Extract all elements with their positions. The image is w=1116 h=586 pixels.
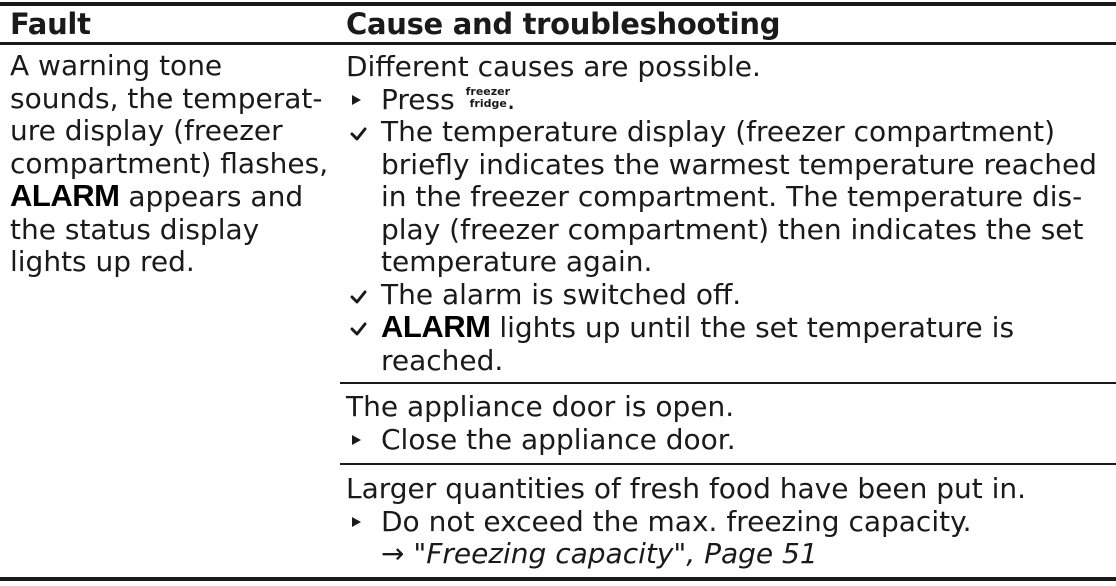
cause-intro: Different causes are possible. — [346, 50, 761, 83]
result-item: The alarm is switched off. — [346, 279, 1106, 312]
checkmark-icon — [348, 116, 376, 148]
cause-cell-1 — [346, 51, 1106, 377]
page-reference-link[interactable]: → "Freezing capacity", Page 51 — [381, 537, 818, 570]
result-item: ALARM lights up until the set temperature is reached. — [346, 311, 1106, 377]
fault-description — [10, 50, 330, 279]
table-top-rule — [0, 2, 1116, 6]
header-rule — [0, 42, 1116, 45]
triangle-bullet-icon — [348, 506, 376, 538]
fault-line: lights up red. — [10, 245, 195, 278]
alarm-label: ALARM — [10, 178, 120, 213]
row-divider — [340, 382, 1116, 384]
header-fault: Fault — [10, 7, 91, 41]
header-cause: Cause and troubleshooting — [346, 7, 781, 41]
fault-line: compartment) flashes, — [10, 146, 329, 180]
step-label: Press — [381, 82, 455, 116]
alarm-label: ALARM — [381, 309, 491, 344]
checkmark-icon — [348, 311, 376, 343]
cause-intro: The appliance door is open. — [346, 390, 735, 423]
fault-line: A warning tone — [10, 49, 223, 82]
fault-line: the status display — [10, 212, 260, 246]
cause-cell-3 — [346, 473, 1106, 571]
triangle-bullet-icon — [348, 424, 376, 456]
checkmark-icon — [348, 279, 376, 311]
fault-line-alarm: ALARM appears and — [10, 178, 304, 213]
row-divider — [340, 463, 1116, 465]
step-item: Do not exceed the max. freezing capacity. → "Freezing capacity", Page 51 — [346, 506, 1106, 571]
cause-intro: Larger quantities of fresh food have been put in. — [346, 472, 1027, 505]
fault-line: sounds, the temperat- — [10, 81, 323, 115]
step-item: Close the appliance door. — [346, 424, 1106, 457]
step-item — [346, 84, 1106, 117]
triangle-bullet-icon — [348, 84, 376, 116]
table-bottom-rule — [0, 577, 1116, 581]
cause-cell-2 — [346, 391, 1106, 456]
freezer-fridge-key: freezer fridge . — [465, 82, 516, 116]
result-item: The temperature display (freezer compartment) briefly indicates the warmest temperature reached in the freezer compartment. The temperature dis- play (freezer compartment) then indicates the set temperature again. — [346, 116, 1106, 279]
fault-line: ure display (freezer — [10, 114, 283, 147]
